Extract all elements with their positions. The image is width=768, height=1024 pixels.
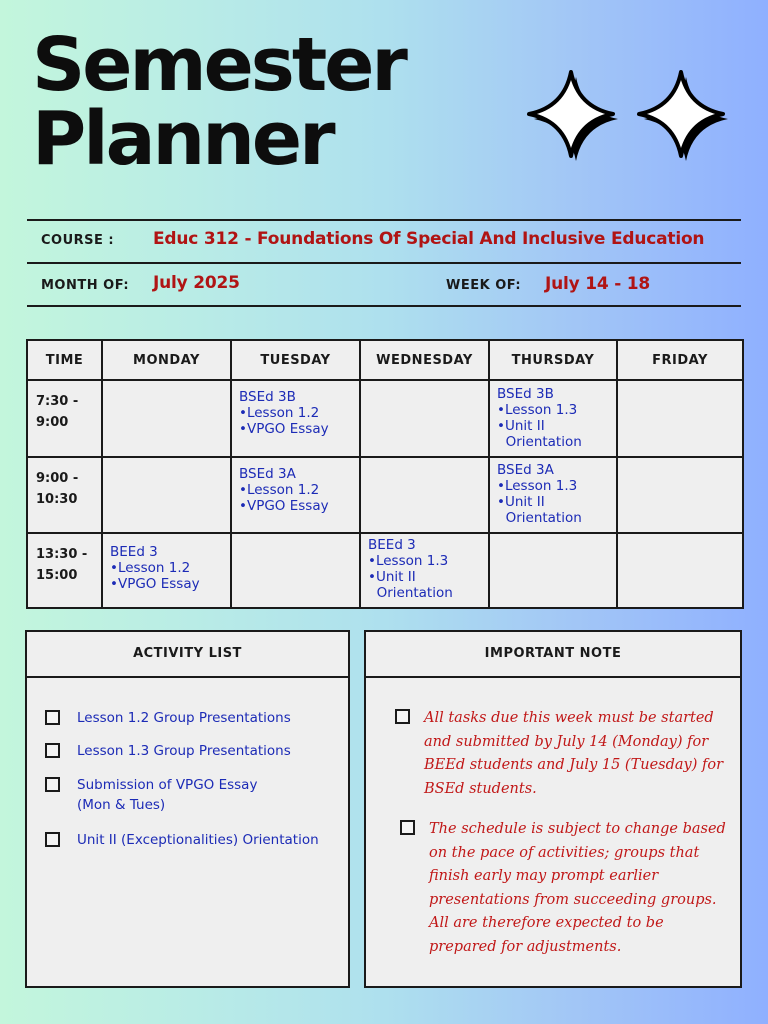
schedule-header-row <box>27 340 743 380</box>
thursday-cell <box>489 533 617 608</box>
checkbox[interactable] <box>45 743 60 758</box>
tuesday-cell <box>231 380 360 457</box>
friday-cell <box>617 380 743 457</box>
class-entry: BEEd 3 •Lesson 1.2 •VPGO Essay <box>110 544 200 592</box>
week-value: July 14 - 18 <box>545 274 651 294</box>
monday-cell <box>102 380 231 457</box>
class-entry: BSEd 3B •Lesson 1.3 •Unit II Orientation <box>497 386 582 450</box>
activity-list-panel: ACTIVITY LIST Lesson 1.2 Group Presentations Lesson 1.3 Group Presentations Submission of VPGO Essay (Mon & Tues) Unit II (Exceptionalities) Orientation <box>25 630 350 988</box>
thursday-cell <box>489 380 617 457</box>
tuesday-cell <box>231 533 360 608</box>
header-friday: FRIDAY <box>617 340 743 380</box>
table-row <box>27 380 743 457</box>
note-text: All tasks due this week must be started and submitted by July 14 (Monday) for BEEd students and July 15 (Tuesday) for BSEd students. <box>424 710 724 797</box>
header-monday: MONDAY <box>102 340 231 380</box>
wednesday-cell <box>360 380 489 457</box>
monday-cell <box>102 457 231 533</box>
schedule-table <box>26 339 744 609</box>
header-wednesday: WEDNESDAY <box>360 340 489 380</box>
important-note-heading: IMPORTANT NOTE <box>366 632 740 678</box>
checkbox[interactable] <box>400 820 415 835</box>
class-entry: BEEd 3 •Lesson 1.3 •Unit II Orientation <box>368 537 453 601</box>
tuesday-cell <box>231 457 360 533</box>
checkbox[interactable] <box>45 777 60 792</box>
title-line-2: Planner <box>32 96 333 182</box>
monday-cell <box>102 533 231 608</box>
friday-cell <box>617 533 743 608</box>
checkbox[interactable] <box>395 709 410 724</box>
divider <box>27 305 741 307</box>
wednesday-cell <box>360 457 489 533</box>
friday-cell <box>617 457 743 533</box>
time-cell: 7:30 - 9:00 <box>27 380 102 457</box>
month-label: MONTH OF: <box>41 278 130 293</box>
week-label: WEEK OF: <box>446 278 522 293</box>
divider <box>27 262 741 264</box>
time-cell: 13:30 - 15:00 <box>27 533 102 608</box>
note-text: The schedule is subject to change based on the pace of activities; groups that finish early may prompt earlier presentations from succeeding groups. All are therefore expected to be prepared for adjustments. <box>429 821 726 955</box>
month-value: July 2025 <box>153 273 240 293</box>
header-thursday: THURSDAY <box>489 340 617 380</box>
course-value: Educ 312 - Foundations Of Special And Inclusive Education <box>153 229 705 249</box>
checkbox[interactable] <box>45 832 60 847</box>
thursday-cell <box>489 457 617 533</box>
activity-list-heading: ACTIVITY LIST <box>27 632 348 678</box>
title-line-1: Semester <box>32 22 405 108</box>
sparkle-icon <box>515 62 745 172</box>
table-row <box>27 457 743 533</box>
class-entry: BSEd 3A •Lesson 1.3 •Unit II Orientation <box>497 462 582 526</box>
header-time: TIME <box>27 340 102 380</box>
header-tuesday: TUESDAY <box>231 340 360 380</box>
divider <box>27 219 741 221</box>
checkbox[interactable] <box>45 710 60 725</box>
table-row <box>27 533 743 608</box>
time-cell: 9:00 - 10:30 <box>27 457 102 533</box>
class-entry: BSEd 3B •Lesson 1.2 •VPGO Essay <box>239 389 329 437</box>
wednesday-cell <box>360 533 489 608</box>
class-entry: BSEd 3A •Lesson 1.2 •VPGO Essay <box>239 466 329 514</box>
page-title <box>32 22 405 182</box>
important-note-panel <box>364 630 742 988</box>
course-label: COURSE : <box>41 233 115 248</box>
